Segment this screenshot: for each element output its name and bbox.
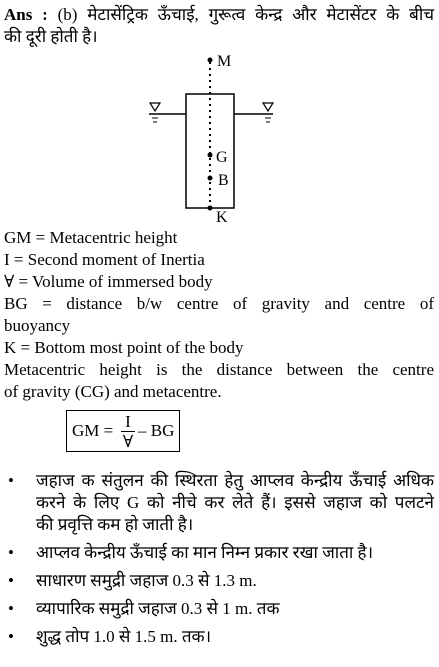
water-level-icon-left — [150, 103, 160, 122]
diagram-svg — [0, 48, 439, 228]
label-k: K — [216, 209, 228, 226]
list-item — [4, 598, 434, 620]
definition-gm: GM = Metacentric height — [4, 228, 178, 247]
definition-volume: ∀ = Volume of immersed body — [4, 272, 213, 291]
list-item-text: जहाज क संतुलन की स्थिरता हेतु आप्लव केन्द्रीय ऊँचाई अधिक करने के लिए G को नीचे कर लेते हैं। इससे जहाज को पलटने की प्रवृत्ति कम हो जाती है। — [36, 471, 434, 534]
list-item — [4, 570, 434, 592]
answer-label: Ans : — [4, 5, 48, 24]
answer-line-1 — [4, 4, 434, 26]
list-item — [4, 542, 434, 564]
list-item — [4, 626, 434, 648]
answer-line-2 — [4, 26, 434, 48]
answer-block — [4, 4, 434, 48]
label-b: B — [218, 172, 229, 189]
formula-numerator: I — [125, 412, 131, 431]
definition-bg-cont: buoyancy — [4, 316, 71, 335]
bullet-dot: • — [8, 543, 14, 562]
formula-lhs: GM = — [72, 421, 114, 440]
answer-text-2: की दूरी होती है। — [4, 27, 98, 46]
water-level-icon-right — [263, 103, 273, 122]
bullet-dot: • — [8, 627, 14, 646]
point-g-dot — [208, 153, 213, 158]
label-g: G — [216, 149, 228, 166]
metacentric-height-definition-1: Metacentric height is the distance between the centre — [4, 360, 434, 379]
metacentric-height-definition-2: of gravity (CG) and metacentre. — [4, 382, 222, 401]
metacentre-diagram — [0, 48, 439, 228]
bullet-dot: • — [8, 571, 14, 590]
answer-option: (b) — [57, 5, 78, 24]
bullet-dot: • — [8, 471, 14, 490]
point-m-dot — [208, 58, 213, 63]
answer-text-1: मेटासेंट्रिक ऊँचाई, गुरूत्व केन्द्र और मेटासेंटर के बीच — [87, 5, 435, 24]
point-b-dot — [208, 176, 213, 181]
point-k-dot — [208, 206, 213, 211]
bullet-list — [4, 470, 434, 648]
formula-denominator: ∀ — [122, 432, 134, 451]
definition-i: I = Second moment of Inertia — [4, 250, 205, 269]
label-m: M — [217, 53, 232, 70]
list-item — [4, 470, 434, 536]
list-item-text: साधारण समुद्री जहाज 0.3 से 1.3 m. — [36, 571, 257, 590]
list-item-text: शुद्ध तोप 1.0 से 1.5 m. तक। — [36, 627, 212, 646]
list-item-text: व्यापारिक समुद्री जहाज 0.3 से 1 m. तक — [36, 599, 280, 618]
list-item-text: आप्लव केन्द्रीय ऊँचाई का मान निम्न प्रकार रखा जाता है। — [36, 543, 374, 562]
definition-k: K = Bottom most point of the body — [4, 338, 244, 357]
definition-bg: BG = distance b/w centre of gravity and centre of — [4, 294, 434, 313]
bullet-dot: • — [8, 599, 14, 618]
formula-box — [66, 410, 180, 452]
formula-rhs: – BG — [138, 421, 175, 440]
